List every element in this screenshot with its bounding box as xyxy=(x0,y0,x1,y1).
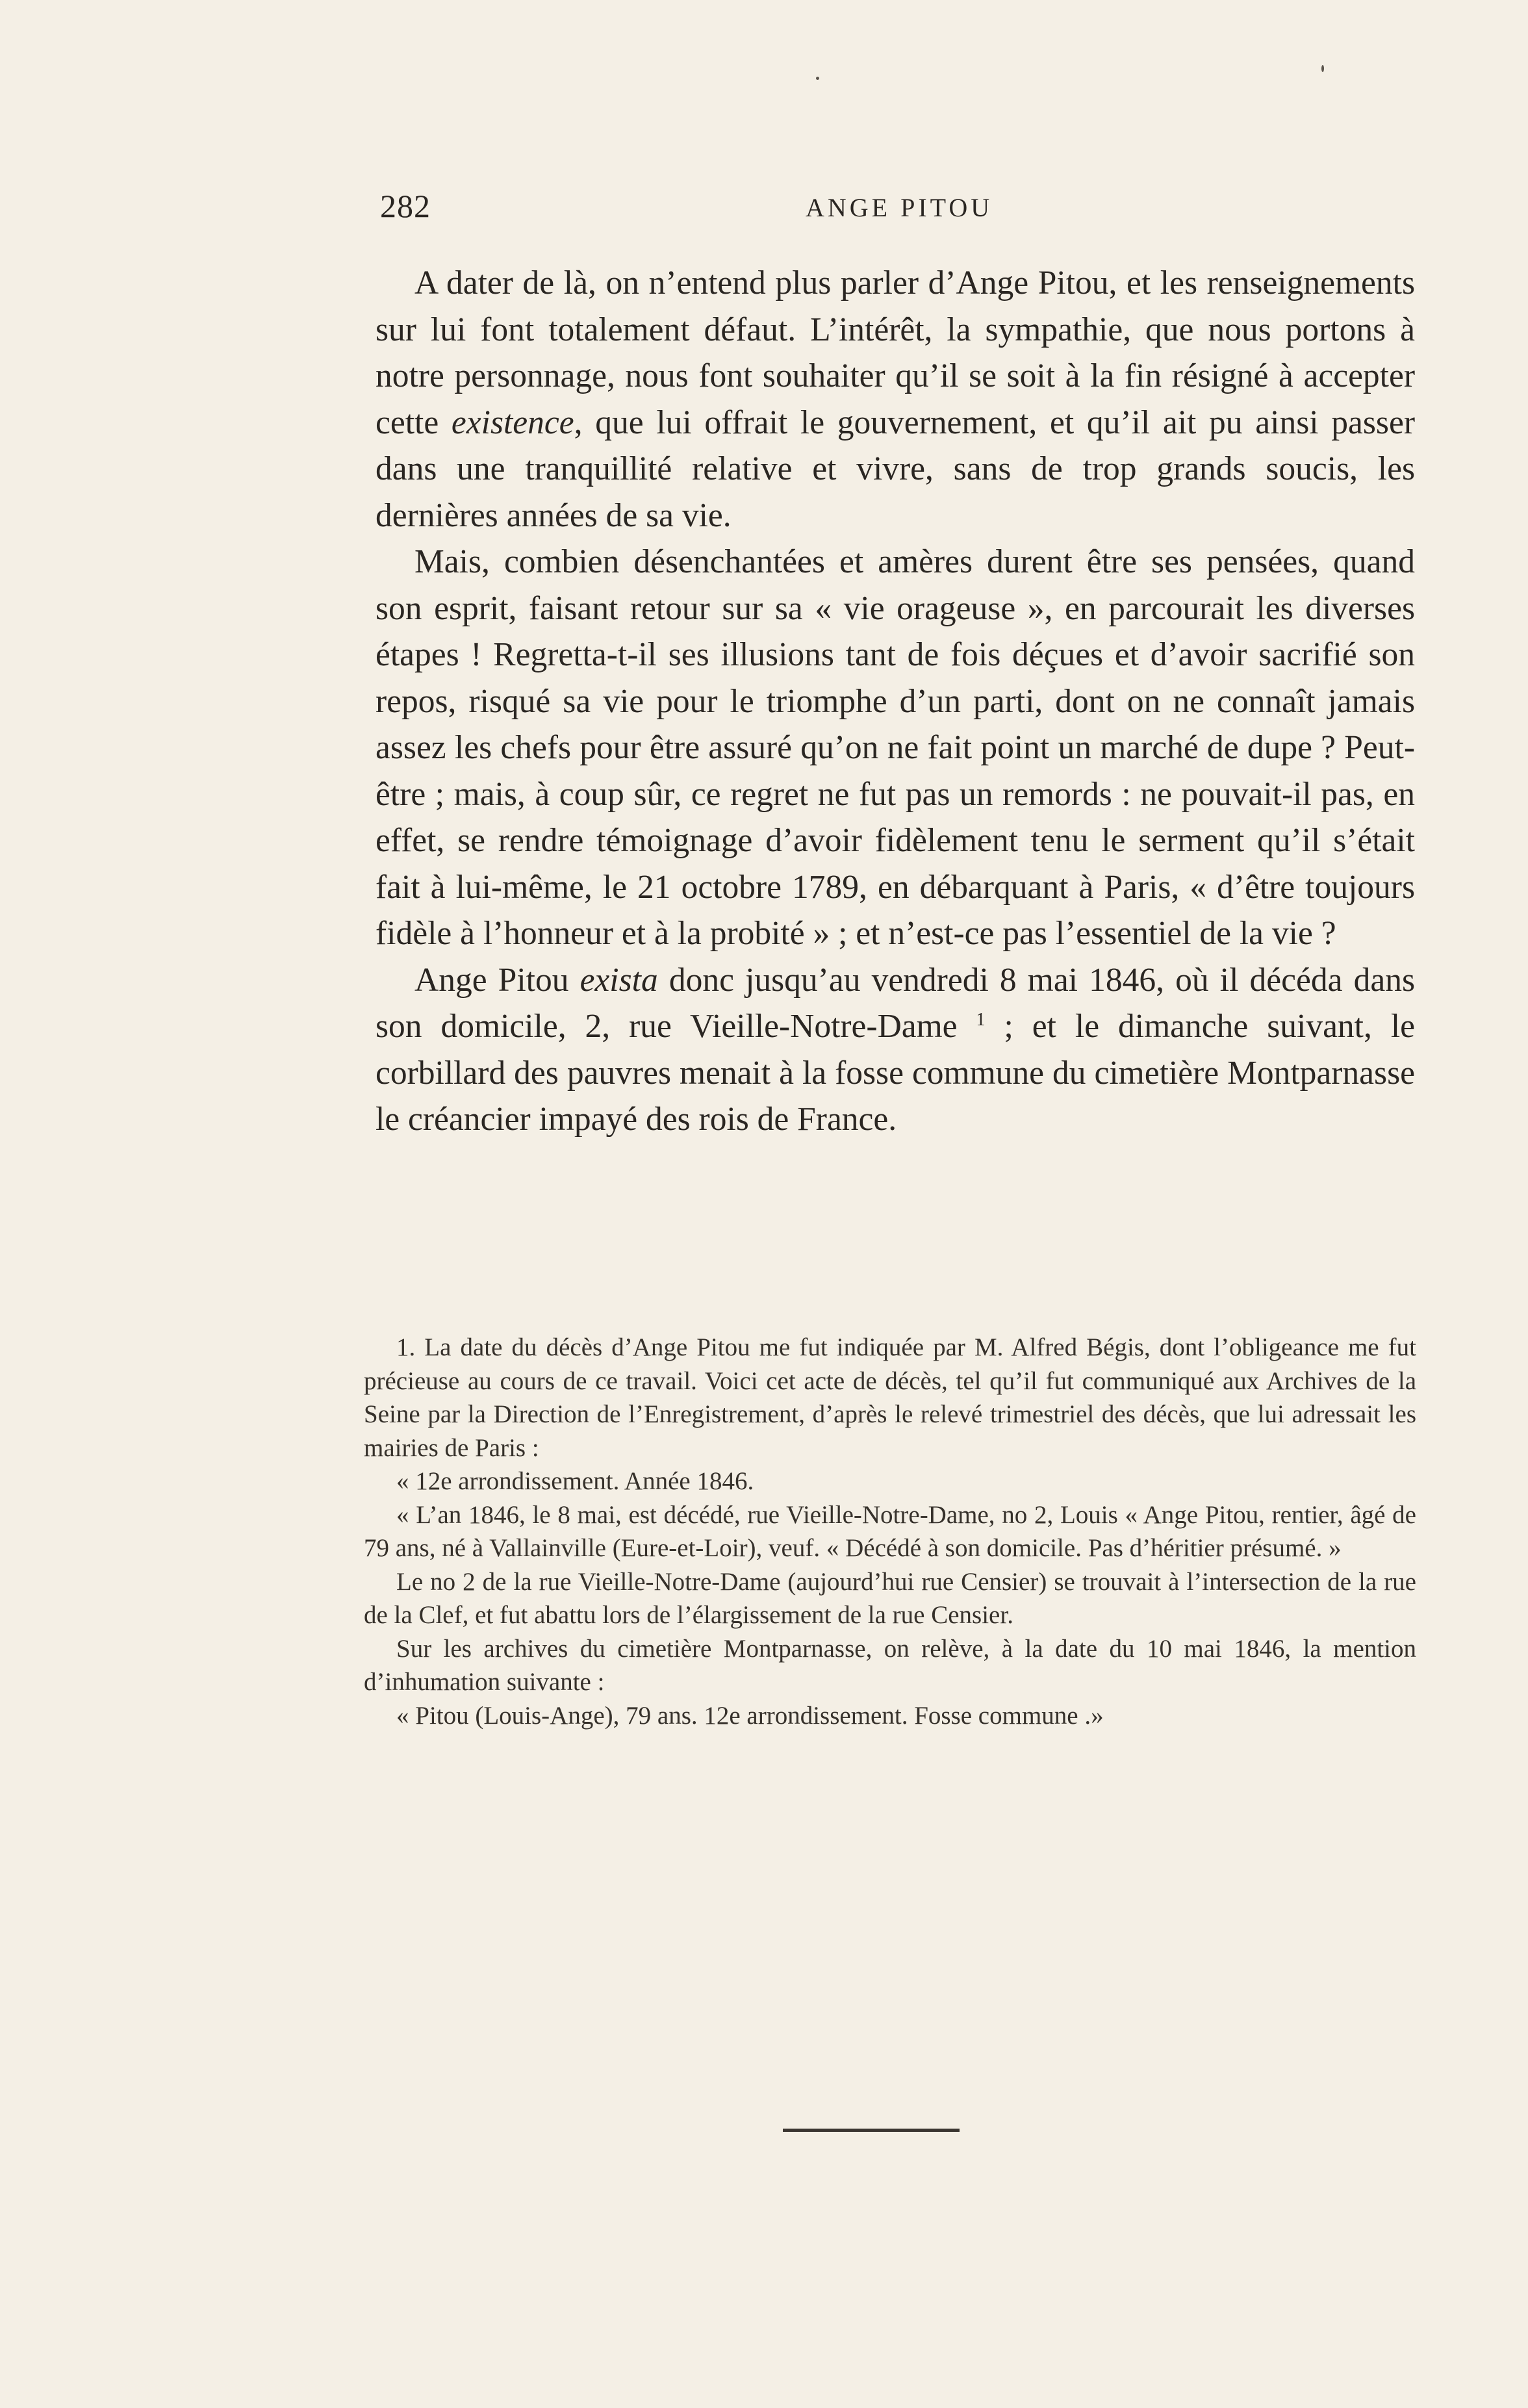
page-header xyxy=(380,187,1420,233)
footnote-ref: 1 xyxy=(976,1009,986,1030)
footnotes xyxy=(364,1331,1416,1732)
paper-speck xyxy=(816,77,819,80)
page-number: 282 xyxy=(380,188,431,224)
footnote-quote: « Pitou (Louis-Ange), 79 ans. 12e arrondissement. Fosse commune .» xyxy=(396,1701,1104,1730)
footnote-quote: « L’an 1846, le 8 mai, est décédé, rue Vieille-Notre-Dame, no 2, Louis « Ange Pitou, rentier, âgé de 79 ans, né à Vallainville (Eure-et-Loir), veuf. « Décédé à son domicile. Pas d’héritier présumé. » xyxy=(364,1500,1416,1562)
footnote-1: 1. La date du décès d’Ange Pitou me fut indiquée par M. Alfred Bégis, dont l’obligeance me fut précieuse au cours de ce travail. Voici cet acte de décès, tel qu’il fut communiqué aux Archives de la Seine par la Direction de l’Enregistrement, d’après le relevé trimestriel des décès, que lui adressait les mairies de Paris : xyxy=(364,1333,1416,1462)
paragraph-3: Ange Pitou exista donc jusqu’au vendredi 8 mai 1846, où il décéda dans son domicile, 2, rue Vieille-Notre-Dame $^1$ ; et le dimanche suivant, le corbillard des pauvres menait à la fosse commune du cimetière Montparnasse le créancier impayé des rois de France. xyxy=(376,961,1415,1138)
italic-word: exista xyxy=(579,961,658,999)
paragraph-1: A dater de là, on n’entend plus parler d’Ange Pitou, et les renseignements sur lui font totalement défaut. L’intérêt, la sympathie, que nous portons à notre personnage, nous font souhaiter qu’il se soit à la fin résigné à accepter cette existence, que lui offrait le gouvernement, et qu’il ait pu ainsi passer dans une tranquillité relative et vivre, sans de trop grands soucis, les dernières années de sa vie. xyxy=(376,264,1415,534)
end-rule xyxy=(783,2129,960,2132)
footnote-paragraph: Le no 2 de la rue Vieille-Notre-Dame (aujourd’hui rue Censier) se trouvait à l’intersection de la rue de la Clef, et fut abattu lors de l’élargissement de la rue Censier. xyxy=(364,1567,1416,1629)
main-text xyxy=(376,260,1415,1143)
italic-word: existence xyxy=(451,403,574,441)
paragraph-2: Mais, combien désenchantées et amères durent être ses pensées, quand son esprit, faisant retour sur sa « vie orageuse », en parcourait les diverses étapes ! Regretta-t-il ses illusions tant de fois déçues et d’avoir sacrifié son repos, risqué sa vie pour le triomphe d’un parti, dont on ne connaît jamais assez les chefs pour être assuré qu’on ne fait point un marché de dupe ? Peut-être ; mais, à coup sûr, ce regret ne fut pas un remords : ne pouvait-il pas, en effet, se rendre témoignage d’avoir fidèlement tenu le serment qu’il s’était fait à lui-même, le 21 octobre 1789, en débarquant à Paris, « d’être toujours fidèle à l’honneur et à la probité » ; et n’est-ce pas l’essentiel de la vie ? xyxy=(376,543,1415,952)
paper-speck xyxy=(1321,65,1324,72)
footnote-quote: « 12e arrondissement. Année 1846. xyxy=(396,1467,754,1495)
footnote-paragraph: Sur les archives du cimetière Montparnasse, on relève, à la date du 10 mai 1846, la mention d’inhumation suivante : xyxy=(364,1634,1416,1696)
running-title: ANGE PITOU xyxy=(806,193,993,222)
